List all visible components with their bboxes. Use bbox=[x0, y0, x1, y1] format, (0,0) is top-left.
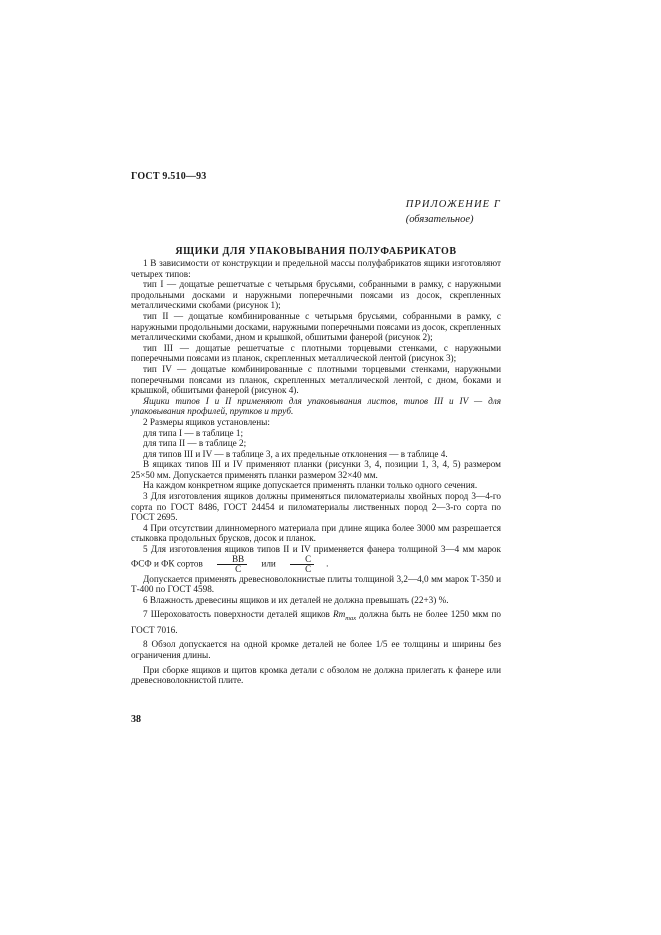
paragraph-3: 3 Для изготовления ящиков должны применяться пиломатериалы хвойных пород 3—4-го сорта по ГОСТ 8486, ГОСТ 24454 и пиломатериалы лиственных пород 2—3-го сорта по ГОСТ 2695. bbox=[131, 491, 501, 523]
roughness-symbol bbox=[333, 609, 357, 623]
paragraph-5 bbox=[131, 544, 501, 574]
symbol-subscript: max bbox=[345, 615, 357, 623]
fraction-one-fifth: 1/5 bbox=[375, 639, 388, 650]
paragraph-2b: для типа II — в таблице 2; bbox=[143, 438, 247, 449]
paragraph-8 bbox=[131, 639, 501, 660]
section-title: ЯЩИКИ ДЛЯ УПАКОВЫВАНИЯ ПОЛУФАБРИКАТОВ bbox=[175, 246, 457, 257]
paragraph-type-3: тип III — дощатые решетчатые с плотными торцевыми стенками, с наружными поперечными поясами из планок, скрепленных металлической лентой (рисунок 3); bbox=[131, 342, 501, 364]
paragraph-8-end: ее толщины и ширины без ограничения длины. bbox=[131, 639, 502, 661]
paragraph-5-text: 5 Для изготовления ящиков типов II и IV применяется фанера толщиной 3—4 мм марок ФСФ и ФК сортов bbox=[131, 544, 501, 569]
paragraph-5a: Допускается применять древесноволокнистые плиты толщиной 3,2—4,0 мм марок Т-350 и Т-400 по ГОСТ 4598. bbox=[131, 573, 501, 595]
fraction-bb-c bbox=[217, 555, 247, 574]
fraction-denominator: С bbox=[235, 563, 242, 574]
paragraph-2a: для типа I — в таблице 1; bbox=[143, 427, 244, 438]
paragraph-usage: Ящики типов I и II применяют для упаковывания листов, типов III и IV — для упаковывания профилей, прутков и труб. bbox=[131, 395, 501, 417]
fraction-numerator: С bbox=[290, 555, 314, 565]
paragraph-1: 1 В зависимости от конструкции и предельной массы полуфабрикатов ящики изготовляют четырех типов: bbox=[131, 258, 501, 279]
paragraph-4: 4 При отсутствии длинномерного материала при длине ящика более 3000 мм разрешается стыковка продольных брусков, досок и планок. bbox=[131, 522, 501, 544]
paragraph-2c: для типов III и IV — в таблице 3, а их предельные отклонения — в таблице 4. bbox=[143, 448, 448, 459]
paragraph-7-text: 7 Шероховатость поверхности деталей ящиков bbox=[143, 609, 330, 620]
paragraph-type-1: тип I — дощатые решетчатые с четырьмя брусьями, собранными в рамку, с наружными продольными досками и наружными поперечными поясами из досок, скрепленных металлическими скобами (рисунок 1); bbox=[131, 279, 501, 311]
paragraph-2d: В ящиках типов III и IV применяют планки (рисунки 3, 4, позиции 1, 3, 4, 5) размером 25×50 мм. Допускается применять планки размером 32×40 мм. bbox=[131, 459, 501, 480]
fraction-denominator: С bbox=[305, 563, 312, 574]
paragraph-type-2: тип II — дощатые комбинированные с четырьмя брусьями, собранными в рамку, с наружными продольными досками, наружными поперечными поясами из досок, скрепленных металлическими скобами, дном и крышкой, обшитыми фанерой (рисунок 2); bbox=[131, 310, 501, 343]
fraction-c-c bbox=[290, 555, 314, 574]
or-word: или bbox=[261, 558, 276, 569]
symbol-rm: Rm bbox=[333, 609, 346, 620]
document-body bbox=[131, 258, 501, 686]
annex-heading bbox=[406, 197, 501, 227]
annex-label: ПРИЛОЖЕНИЕ Г bbox=[405, 199, 501, 210]
paragraph-6: 6 Влажность древесины ящиков и их деталей не должна превышать (22+3) %. bbox=[143, 594, 449, 605]
paragraph-2e: На каждом конкретном ящике допускается применять планки только одного сечения. bbox=[143, 480, 478, 491]
paragraph-7-end: должна быть не более 1250 мкм по ГОСТ 7016. bbox=[131, 609, 502, 635]
paragraph-8-text: 8 Обзол допускается на одной кромке деталей не более bbox=[143, 639, 372, 650]
period: . bbox=[326, 558, 329, 569]
annex-status: (обязательное) bbox=[405, 214, 474, 225]
paragraph-9: При сборке ящиков и щитов кромка детали с обзолом не должна прилегать к фанере или древесноволокнистой плите. bbox=[131, 664, 501, 686]
paragraph-2: 2 Размеры ящиков установлены: bbox=[143, 416, 270, 427]
fraction-numerator: ВВ bbox=[217, 555, 247, 565]
standard-header: ГОСТ 9.510—93 bbox=[131, 171, 207, 182]
page-number: 38 bbox=[131, 714, 141, 725]
paragraph-7 bbox=[131, 609, 501, 635]
paragraph-type-4: тип IV — дощатые комбинированные с плотными торцевыми стенками, наружными поперечными поясами из планок, скрепленных металлической лентой, с дном, боками и крышкой, обшитыми фанерой (рисунок 4). bbox=[131, 363, 501, 396]
